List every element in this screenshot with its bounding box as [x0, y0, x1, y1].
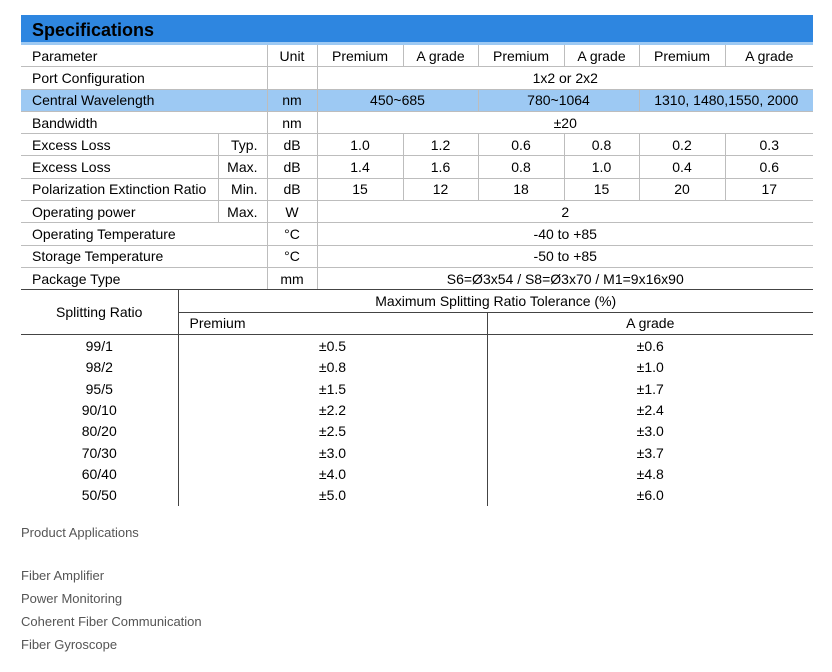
split-row	[21, 378, 813, 399]
unit-cell	[267, 67, 317, 89]
split-row	[21, 356, 813, 377]
application-item: Fiber Gyroscope	[21, 637, 118, 652]
premium-header: Premium	[178, 312, 487, 334]
agrade-cell: ±4.8	[487, 463, 813, 484]
premium-cell: ±0.8	[178, 356, 487, 377]
qualifier-cell: Max.	[218, 156, 267, 178]
value-cell: 15	[564, 178, 639, 200]
premium-cell: ±1.5	[178, 378, 487, 399]
header-premium-3: Premium	[639, 45, 725, 67]
premium-cell: ±0.5	[178, 335, 487, 357]
ratio-cell: 95/5	[85, 380, 113, 397]
header-agrade-2: A grade	[564, 45, 639, 67]
value-cell: -40 to +85	[317, 223, 813, 245]
qualifier-cell: Typ.	[218, 134, 267, 156]
application-item: Power Monitoring	[21, 591, 123, 606]
value-cell: 15	[317, 178, 403, 200]
value-cell: 0.8	[564, 134, 639, 156]
application-item: Coherent Fiber Communication	[21, 614, 202, 629]
value-cell: 1.4	[317, 156, 403, 178]
premium-cell: ±3.0	[178, 442, 487, 463]
header-agrade-1: A grade	[403, 45, 478, 67]
ratio-cell: 50/50	[81, 487, 117, 504]
ratio-cell: 60/40	[81, 466, 117, 483]
value-cell: 1.0	[317, 134, 403, 156]
splitting-ratio-header: Splitting Ratio	[21, 290, 178, 334]
row-excess-loss-max	[21, 156, 813, 178]
param-label: Package Type	[21, 267, 267, 289]
row-bandwidth	[21, 111, 813, 133]
param-label: Operating Temperature	[21, 223, 267, 245]
product-applications	[21, 525, 202, 660]
value-cell: 0.8	[478, 156, 564, 178]
split-row	[21, 421, 813, 442]
ratio-cell: 80/20	[81, 423, 117, 440]
header-unit: Unit	[267, 45, 317, 67]
premium-cell: ±2.5	[178, 421, 487, 442]
applications-heading: Product Applications	[21, 525, 139, 540]
param-label: Excess Loss	[21, 134, 218, 156]
unit-cell: dB	[267, 134, 317, 156]
value-cell: 17	[725, 178, 813, 200]
header-agrade-3: A grade	[725, 45, 813, 67]
section-title: Specifications	[21, 15, 813, 45]
premium-cell: ±2.2	[178, 399, 487, 420]
row-operating-power	[21, 201, 813, 223]
value-cell: 1x2 or 2x2	[317, 67, 813, 89]
agrade-cell: ±1.7	[487, 378, 813, 399]
qualifier-cell: Max.	[218, 201, 267, 223]
application-item: Fiber Amplifier	[21, 568, 105, 583]
unit-cell: nm	[267, 111, 317, 133]
param-label: Polarization Extinction Ratio	[21, 178, 218, 200]
param-label: Storage Temperature	[21, 245, 267, 267]
agrade-cell: ±3.0	[487, 421, 813, 442]
value-cell: 450~685	[317, 89, 478, 111]
ratio-cell: 90/10	[81, 401, 117, 418]
header-parameter: Parameter	[21, 45, 267, 67]
qualifier-cell: Min.	[218, 178, 267, 200]
row-polarization-extinction	[21, 178, 813, 200]
unit-cell: nm	[267, 89, 317, 111]
value-cell: 0.4	[639, 156, 725, 178]
premium-cell: ±4.0	[178, 463, 487, 484]
row-excess-loss-typ	[21, 134, 813, 156]
row-storage-temperature	[21, 245, 813, 267]
value-cell: 0.6	[478, 134, 564, 156]
value-cell: -50 to +85	[317, 245, 813, 267]
header-premium-1: Premium	[317, 45, 403, 67]
spec-header-row	[21, 45, 813, 67]
split-row	[21, 463, 813, 484]
value-cell: 18	[478, 178, 564, 200]
ratio-cell: 70/30	[81, 444, 117, 461]
param-label: Port Configuration	[21, 67, 267, 89]
premium-cell: ±5.0	[178, 485, 487, 506]
unit-cell: mm	[267, 267, 317, 289]
header-premium-2: Premium	[478, 45, 564, 67]
unit-cell: W	[267, 201, 317, 223]
unit-cell: °C	[267, 223, 317, 245]
split-row	[21, 485, 813, 506]
value-cell: 0.6	[725, 156, 813, 178]
ratio-cell: 98/2	[85, 359, 113, 376]
value-cell: 0.3	[725, 134, 813, 156]
row-package-type	[21, 267, 813, 289]
unit-cell: °C	[267, 245, 317, 267]
splitting-ratio-table	[21, 290, 813, 506]
value-cell: ±20	[317, 111, 813, 133]
specifications-section	[21, 15, 813, 506]
ratio-cell: 99/1	[85, 337, 113, 354]
value-cell: 1.2	[403, 134, 478, 156]
split-row	[21, 335, 813, 357]
agrade-cell: ±1.0	[487, 356, 813, 377]
value-cell: 1310, 1480,1550, 2000	[639, 89, 813, 111]
agrade-cell: ±2.4	[487, 399, 813, 420]
value-cell: 1.0	[564, 156, 639, 178]
param-label: Excess Loss	[21, 156, 218, 178]
split-row	[21, 399, 813, 420]
row-central-wavelength	[21, 89, 813, 111]
split-header-row	[21, 290, 813, 312]
row-operating-temperature	[21, 223, 813, 245]
value-cell: 780~1064	[478, 89, 639, 111]
value-cell: 20	[639, 178, 725, 200]
agrade-cell: ±6.0	[487, 485, 813, 506]
param-label: Bandwidth	[21, 111, 267, 133]
param-label: Central Wavelength	[21, 89, 267, 111]
unit-cell: dB	[267, 178, 317, 200]
row-port-configuration	[21, 67, 813, 89]
spec-table	[21, 45, 813, 290]
value-cell: 0.2	[639, 134, 725, 156]
agrade-header: A grade	[487, 312, 813, 334]
value-cell: 2	[317, 201, 813, 223]
agrade-cell: ±0.6	[487, 335, 813, 357]
unit-cell: dB	[267, 156, 317, 178]
param-label: Operating power	[21, 201, 218, 223]
value-cell: S6=Ø3x54 / S8=Ø3x70 / M1=9x16x90	[317, 267, 813, 289]
agrade-cell: ±3.7	[487, 442, 813, 463]
value-cell: 12	[403, 178, 478, 200]
value-cell: 1.6	[403, 156, 478, 178]
tolerance-header: Maximum Splitting Ratio Tolerance (%)	[178, 290, 813, 312]
split-row	[21, 442, 813, 463]
